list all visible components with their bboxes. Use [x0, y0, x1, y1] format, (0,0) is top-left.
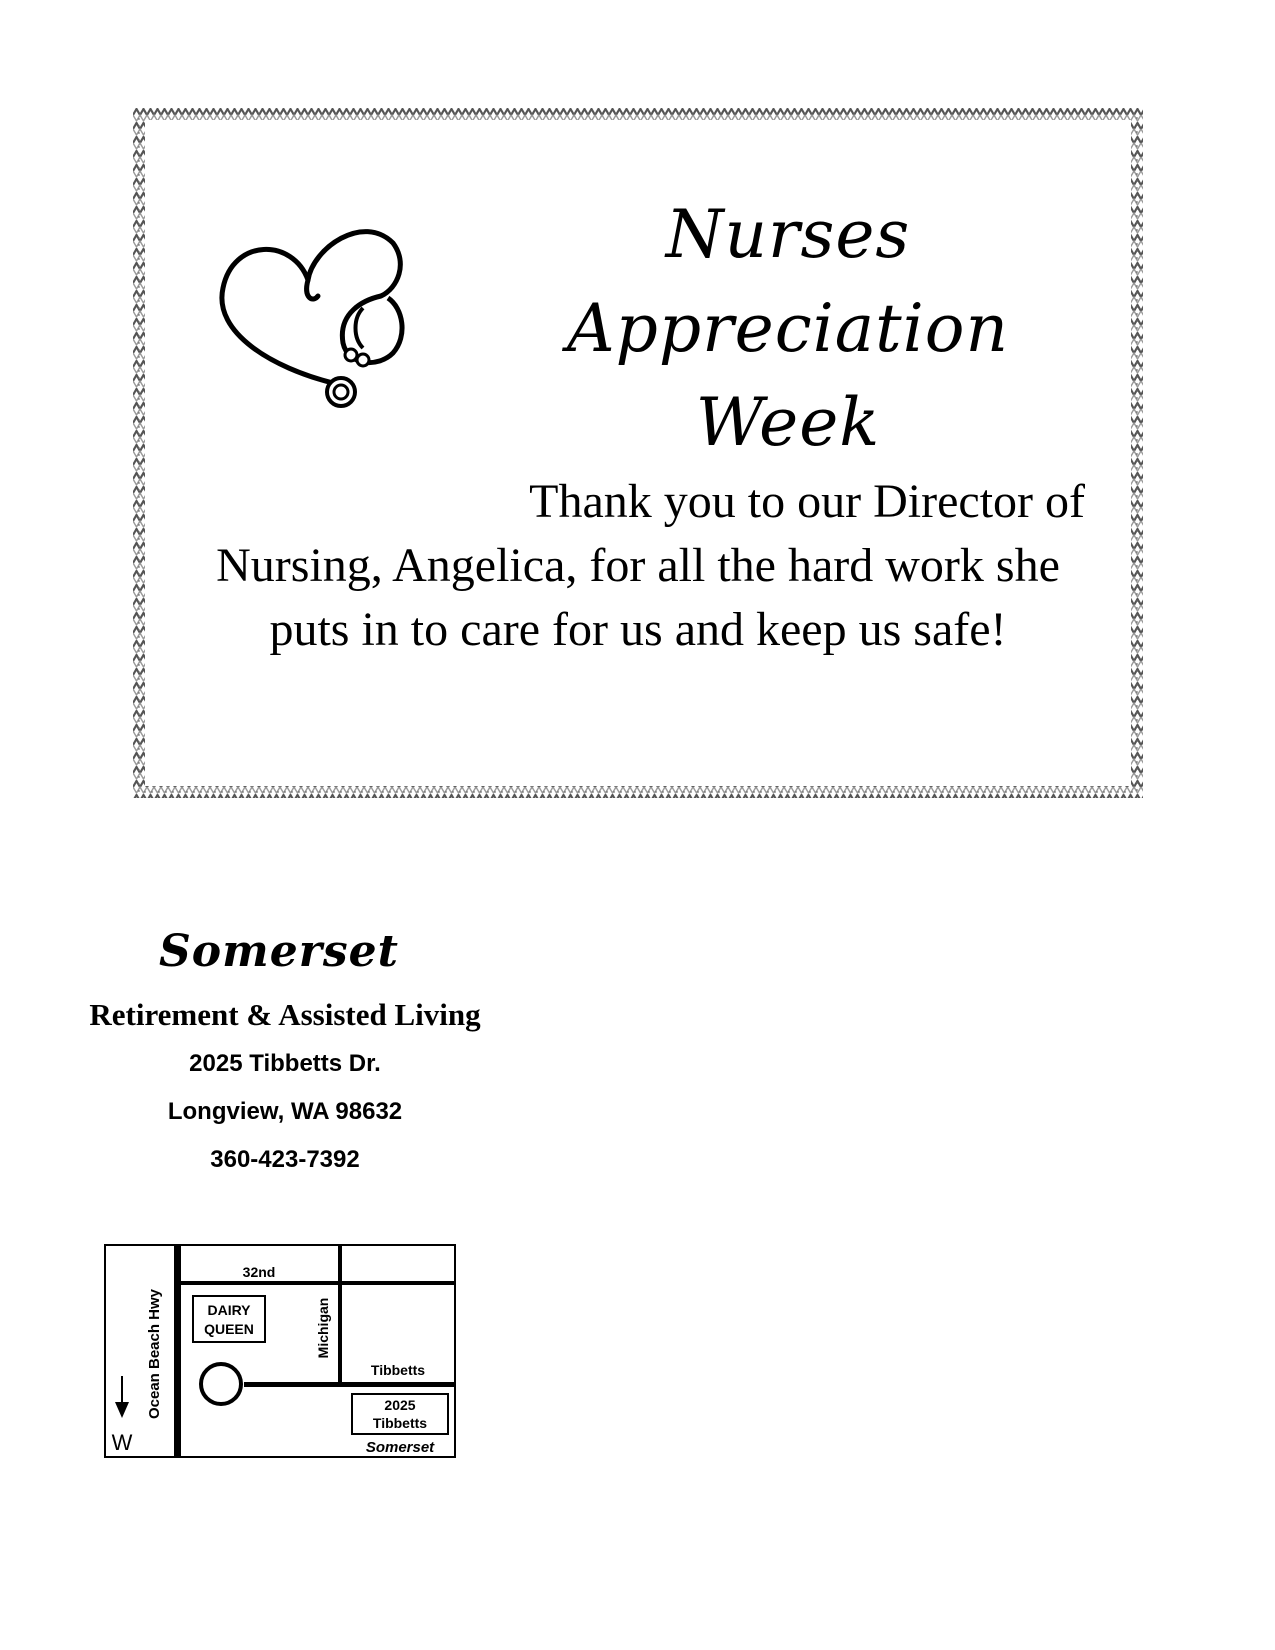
- label-highway: Ocean Beach Hwy: [146, 1288, 163, 1420]
- message-line-2: Nursing, Angelica, for all the hard work she: [216, 539, 1060, 592]
- label-michigan: Michigan: [315, 1297, 331, 1359]
- label-queen: QUEEN: [204, 1321, 254, 1337]
- stethoscope-heart-icon: [213, 218, 413, 418]
- label-tibbetts: Tibbetts: [370, 1362, 426, 1378]
- street-michigan: [338, 1245, 342, 1384]
- label-dairy: DAIRY: [207, 1302, 251, 1318]
- label-west: W: [111, 1430, 133, 1455]
- label-box-brand: Somerset: [365, 1439, 435, 1456]
- address-city: Longview, WA 98632: [167, 1098, 403, 1125]
- title-line-2: Week: [695, 384, 881, 461]
- phone-number: 360-423-7392: [210, 1146, 360, 1173]
- label-32nd: 32nd: [242, 1264, 276, 1280]
- message-line-1: Thank you to our Director of: [529, 475, 1085, 528]
- brand-logo-text: Somerset: [159, 926, 399, 977]
- announcement-card: [133, 108, 1143, 798]
- thank-you-message: [163, 470, 1113, 662]
- brand-tagline: Retirement & Assisted Living: [89, 997, 481, 1032]
- highway-road: [174, 1245, 181, 1457]
- street-32nd: [181, 1281, 456, 1285]
- message-line-3: puts in to care for us and keep us safe!: [269, 603, 1007, 656]
- title-line-1: Nurses Appreciation: [566, 196, 1010, 367]
- address-street: 2025 Tibbetts Dr.: [189, 1050, 381, 1077]
- label-box-tibbetts: Tibbetts: [372, 1415, 428, 1431]
- label-box-2025: 2025: [384, 1397, 416, 1413]
- street-tibbetts: [244, 1382, 456, 1387]
- cul-de-sac: [201, 1364, 241, 1404]
- location-map: [104, 1244, 456, 1458]
- facility-info: [60, 920, 510, 1184]
- card-title: [463, 188, 1113, 470]
